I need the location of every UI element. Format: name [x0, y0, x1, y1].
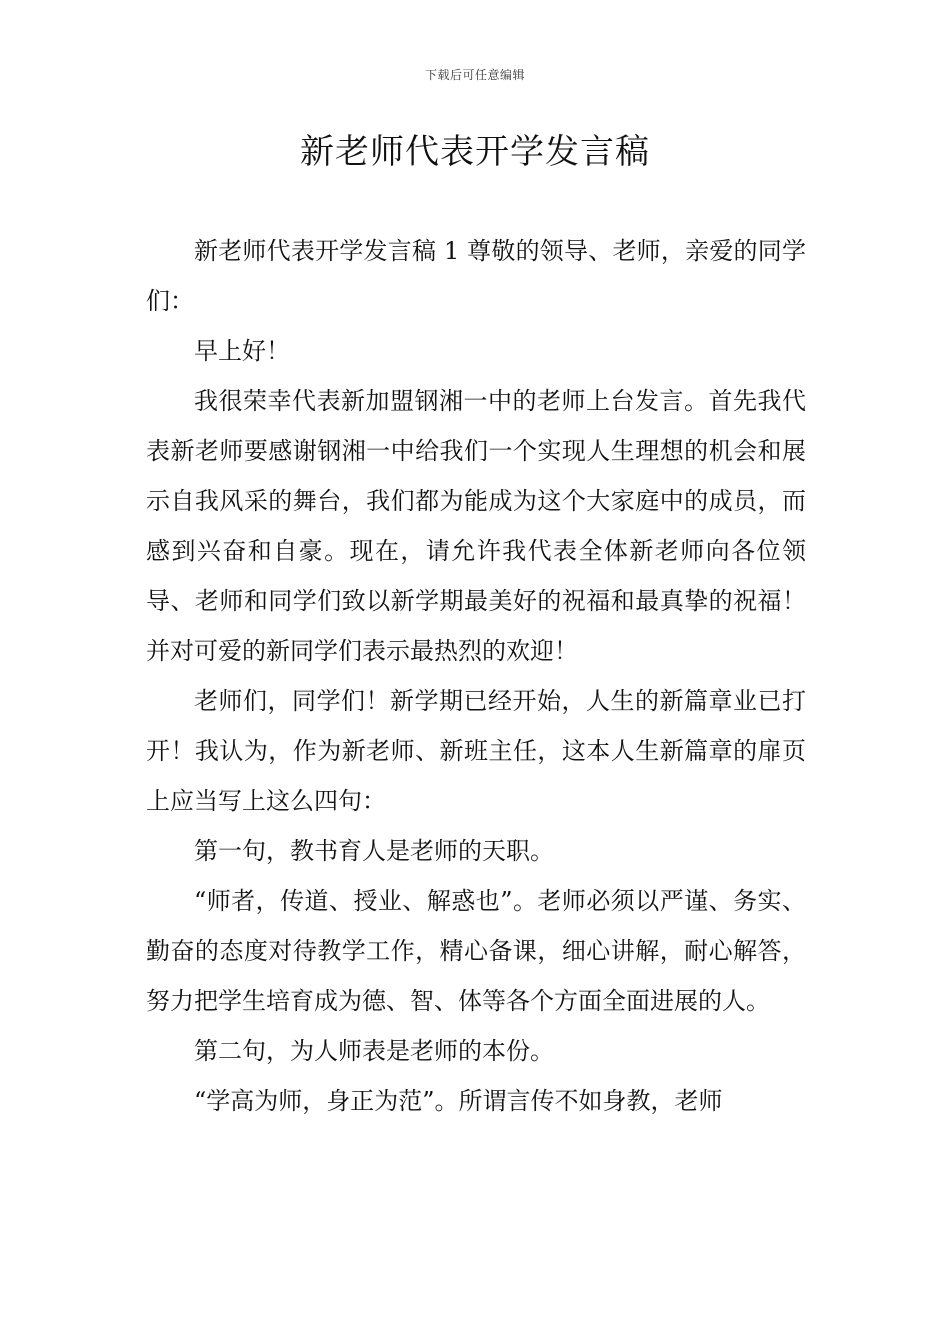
paragraph-8: “学高为师，身正为范”。所谓言传不如身教，老师 — [194, 1087, 723, 1115]
paragraph-6: “师者，传道、授业、解惑也”。老师必须以严谨、务实、勤奋的态度对待教学工作，精心备课，细心讲解，耐心解答，努力把学生培育成为德、智、体等各个方面全面进展的人。 — [146, 887, 806, 1015]
paragraph-1: 新老师代表开学发言稿 1 尊敬的领导、老师，亲爱的同学们： — [146, 237, 806, 315]
paragraph-4: 老师们，同学们！新学期已经开始，人生的新篇章业已打开！我认为，作为新老师、新班主任，这本人生新篇章的扉页上应当写上这么四句： — [146, 687, 806, 815]
paragraph-5: 第一句，教书育人是老师的天职。 — [194, 837, 554, 865]
paragraph-7: 第二句，为人师表是老师的本份。 — [194, 1037, 554, 1065]
document-body — [146, 226, 806, 1126]
paragraph-3: 我很荣幸代表新加盟钢湘一中的老师上台发言。首先我代表新老师要感谢钢湘一中给我们一个实现人生理想的机会和展示自我风采的舞台，我们都为能成为这个大家庭中的成员，而感到兴奋和自豪。现在，请允许我代表全体新老师向各位领导、老师和同学们致以新学期最美好的祝福和最真挚的祝福！并对可爱的新同学们表示最热烈的欢迎！ — [146, 387, 806, 665]
paragraph-2: 早上好！ — [194, 337, 290, 365]
header-note: 下载后可任意编辑 — [424, 68, 525, 82]
document-title: 新老师代表开学发言稿 — [300, 132, 650, 172]
